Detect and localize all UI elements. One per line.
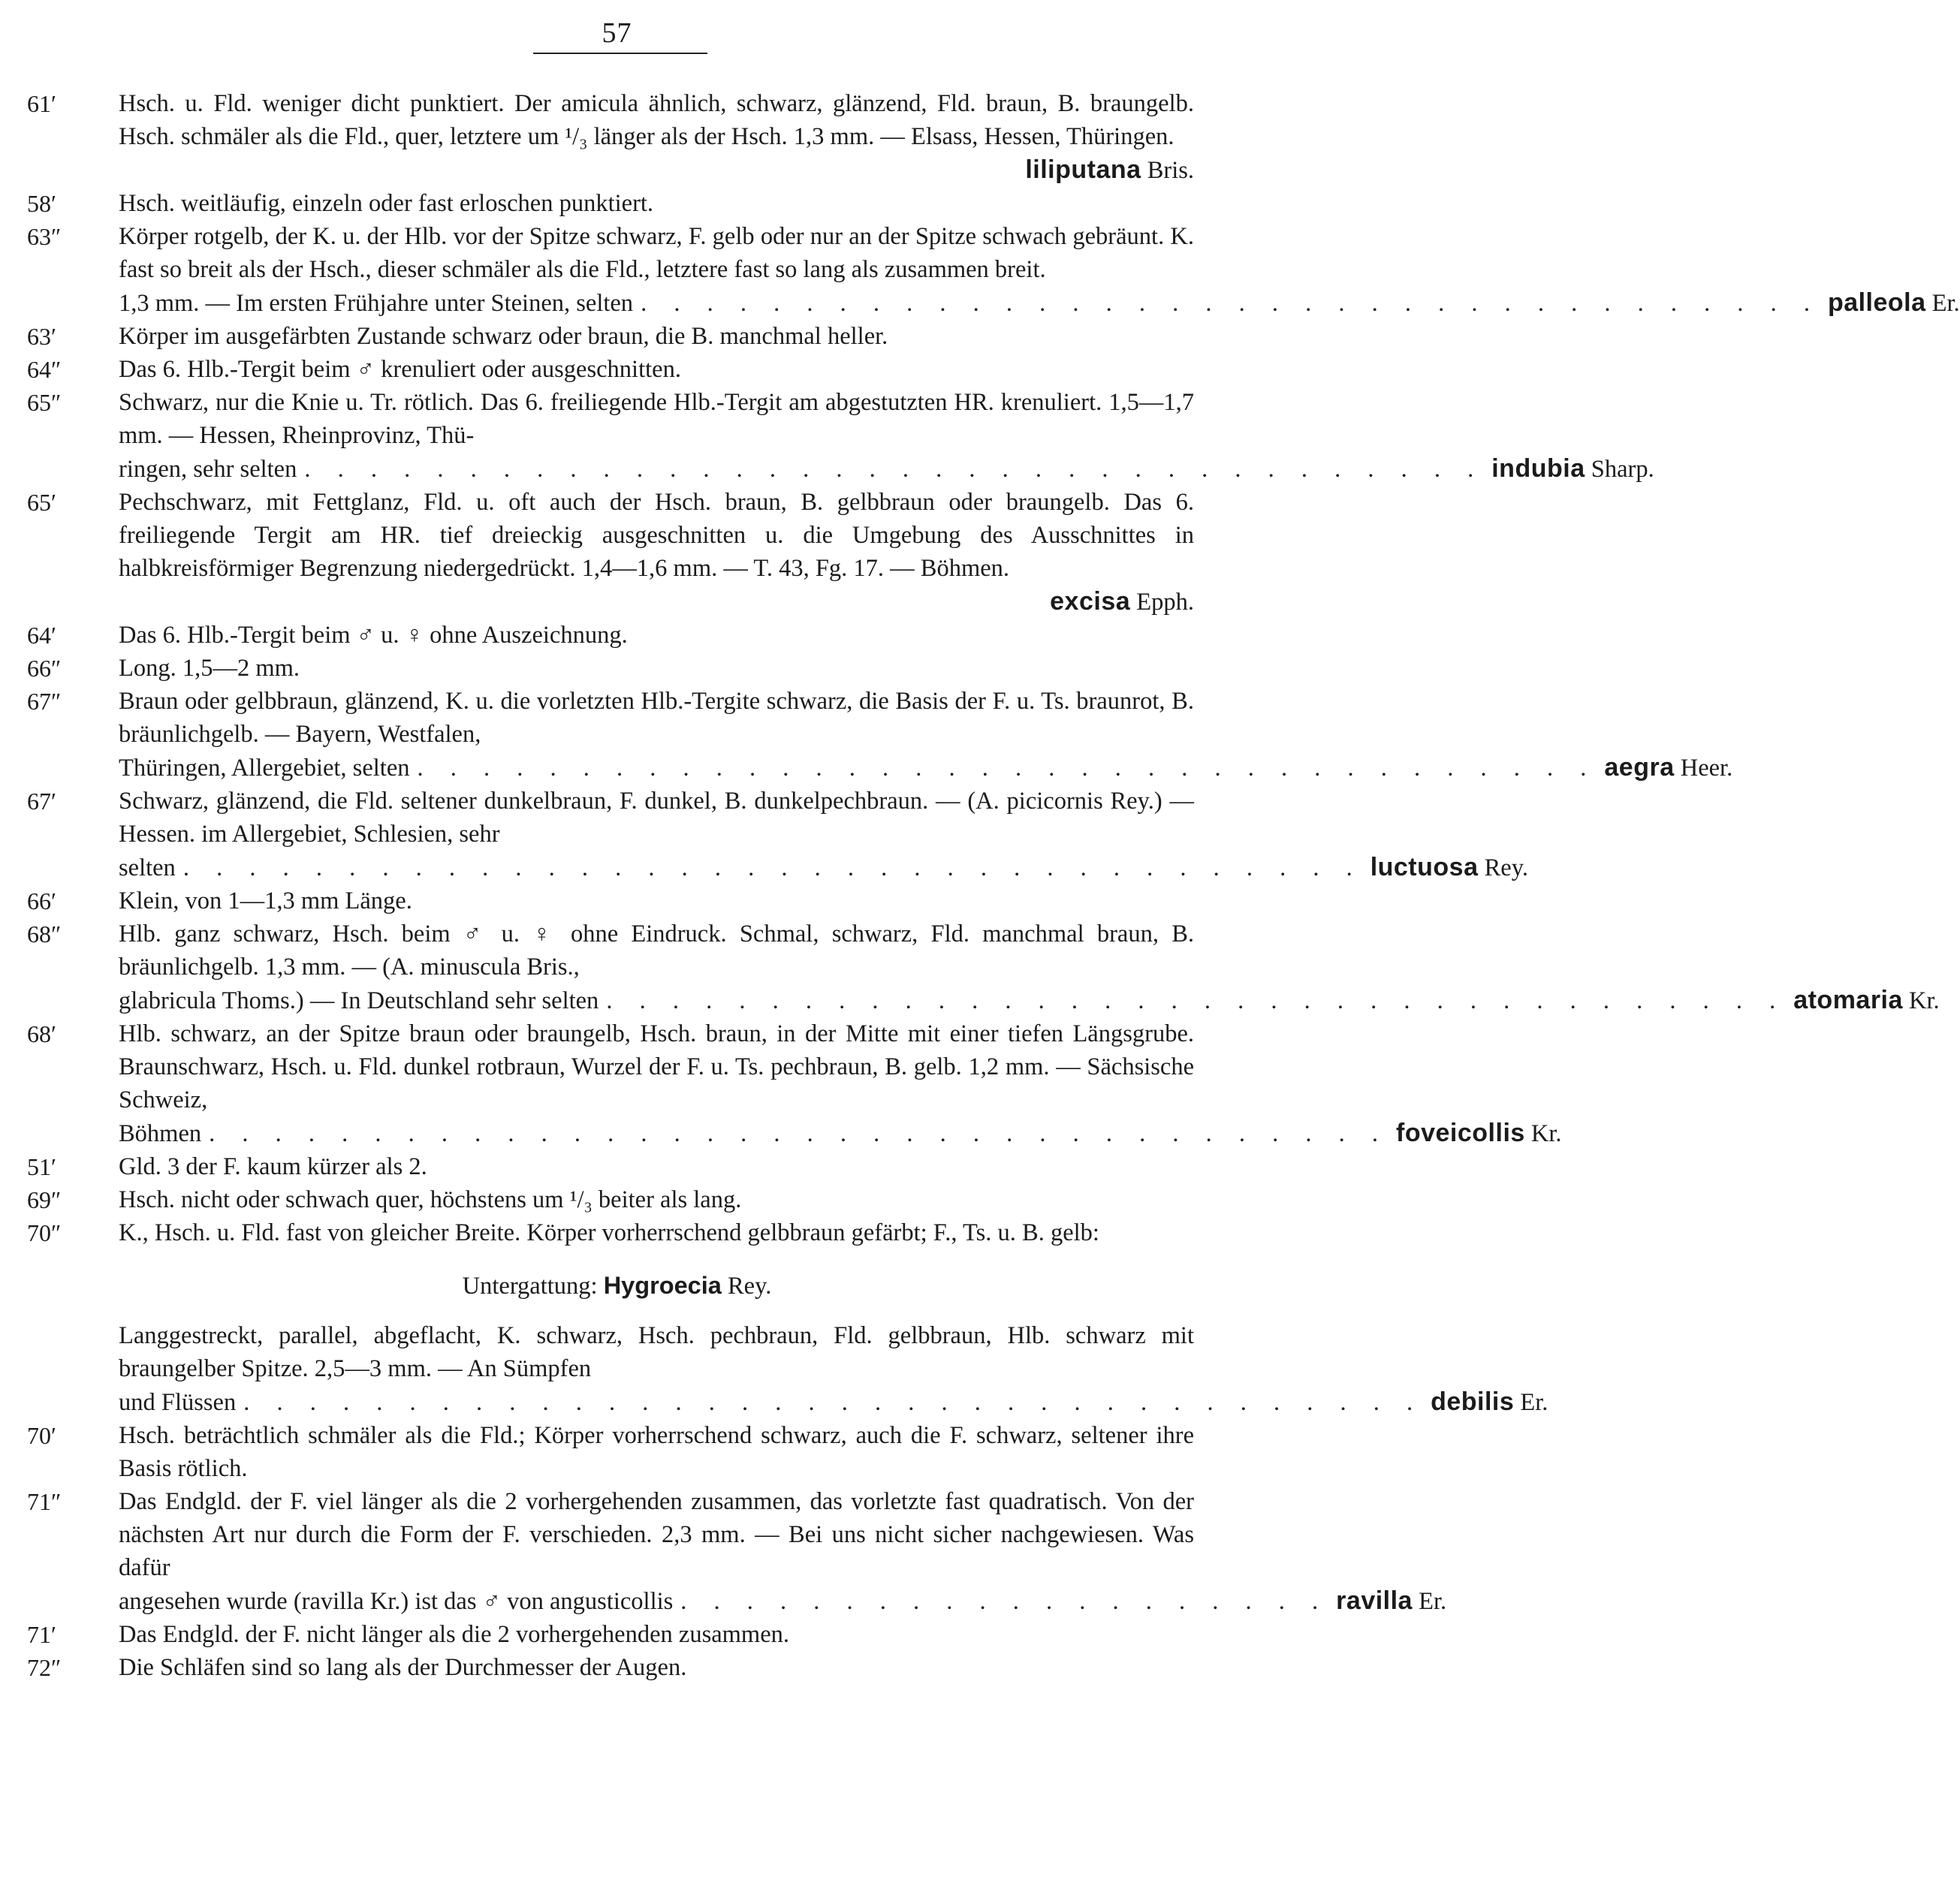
entry-text: K., Hsch. u. Fld. fast von gleicher Breite. Körper vorherrschend gelbbraun gefärbt; F., Ts. u. B. gelb: bbox=[119, 1219, 1099, 1246]
entry-tail: Thüringen, Allergebiet, selten bbox=[119, 755, 410, 782]
key-entry bbox=[0, 685, 1733, 785]
couplet-number: 64″ bbox=[27, 356, 62, 383]
couplet-number: 63″ bbox=[27, 223, 62, 250]
species-line bbox=[119, 984, 1940, 1017]
couplet-number: 61′ bbox=[27, 90, 56, 117]
species-name: excisa bbox=[1050, 587, 1131, 616]
entry-tail: Böhmen bbox=[119, 1120, 202, 1147]
entry-text: Langgestreckt, parallel, abgeflacht, K. schwarz, Hsch. pechbraun, Fld. gelbbraun, Hlb. schwarz mit braungelber Spitze. 2,5—3 mm. — An Sümpfen bbox=[119, 1322, 1194, 1382]
couplet-number: 65″ bbox=[27, 389, 62, 416]
key-entry bbox=[0, 1183, 1234, 1216]
entry-tail: 1,3 mm. — Im ersten Frühjahre unter Steinen, selten bbox=[119, 290, 634, 317]
key-entry bbox=[0, 87, 1234, 187]
couplet-number: 58′ bbox=[27, 190, 56, 217]
couplet-number: 66″ bbox=[27, 655, 62, 682]
subgenus-entry bbox=[0, 1319, 1548, 1419]
species-line bbox=[119, 751, 1733, 785]
key-entry bbox=[0, 1419, 1234, 1485]
species-author: Sharp. bbox=[1591, 456, 1654, 483]
entry-text: Das 6. Hlb.-Tergit beim ♂ krenuliert oder ausgeschnitten. bbox=[119, 356, 681, 383]
leader-dots: . . . . . . . . . . . . . . . . . . . . . . . . . . . . . . . . . . . . bbox=[641, 290, 1820, 317]
header-rule bbox=[533, 53, 707, 54]
entry-text: Braun oder gelbbraun, glänzend, K. u. die vorletzten Hlb.-Tergite schwarz, die Basis der F. u. Ts. braunrot, B. bräunlichgelb. — Bayern, Westfalen, bbox=[119, 688, 1194, 748]
key-entry bbox=[0, 386, 1654, 486]
subgenus-name: Hygroecia bbox=[603, 1272, 722, 1299]
species-line bbox=[119, 153, 1194, 187]
entry-text: Schwarz, glänzend, die Fld. seltener dunkelbraun, F. dunkel, B. dunkelpechbraun. — (A. picicornis Rey.) — Hessen. im Allergebiet, Schlesien, sehr bbox=[119, 788, 1194, 848]
couplet-number: 70″ bbox=[27, 1219, 62, 1246]
entry-text: Hlb. ganz schwarz, Hsch. beim ♂ u. ♀ ohne Eindruck. Schmal, schwarz, Fld. manchmal braun, B. bräunlichgelb. 1,3 mm. — (A. minuscula Bris., bbox=[119, 920, 1194, 981]
species-line bbox=[119, 1584, 1447, 1618]
couplet-number: 68″ bbox=[27, 920, 62, 948]
entry-tail: glabricula Thoms.) — In Deutschland sehr selten bbox=[119, 987, 599, 1014]
entry-text: Das Endgld. der F. viel länger als die 2 vorhergehenden zusammen, das vorletzte fast quadratisch. Von der nächsten Art nur durch die Form der F. verschieden. 2,3 mm. — Bei uns nicht sicher nachgewiesen. Was dafür bbox=[119, 1488, 1194, 1581]
key-entry bbox=[0, 1485, 1447, 1618]
key-entry bbox=[0, 486, 1234, 619]
species-name: luctuosa bbox=[1370, 853, 1479, 881]
leader-dots: . . . . . . . . . . . . . . . . . . . . . . . . . . . . . . . . . . . . bbox=[243, 1389, 1424, 1416]
couplet-number: 69″ bbox=[27, 1186, 62, 1213]
key-entry bbox=[0, 1216, 1234, 1249]
entry-text: Long. 1,5—2 mm. bbox=[119, 655, 300, 682]
page-number: 57 bbox=[602, 17, 632, 49]
entry-text: Gld. 3 der F. kaum kürzer als 2. bbox=[119, 1153, 427, 1180]
couplet-number: 66′ bbox=[27, 887, 56, 914]
species-author: Heer. bbox=[1680, 755, 1733, 782]
species-name: liliputana bbox=[1025, 155, 1141, 184]
species-line bbox=[119, 1385, 1548, 1419]
key-entry bbox=[0, 1618, 1234, 1651]
key-entry bbox=[0, 619, 1234, 652]
subgenus-prefix: Untergattung: bbox=[462, 1273, 598, 1300]
key-entry bbox=[0, 1017, 1562, 1150]
leader-dots: . . . . . . . . . . . . . . . . . . . . . . . . . . . . . . . . . . . . bbox=[417, 755, 1597, 782]
leader-dots: . . . . . . . . . . . . . . . . . . . . . . . . . . . . . . . . . . . . bbox=[304, 456, 1485, 483]
entry-text: Hsch. weitläufig, einzeln oder fast erloschen punktiert. bbox=[119, 190, 654, 217]
subgenus-author: Rey. bbox=[727, 1273, 772, 1300]
species-line bbox=[119, 452, 1654, 486]
species-name: indubia bbox=[1491, 454, 1585, 483]
species-author: Er. bbox=[1419, 1588, 1447, 1615]
entry-tail: ringen, sehr selten bbox=[119, 456, 297, 483]
key-entry bbox=[0, 785, 1528, 884]
species-name: ravilla bbox=[1336, 1586, 1413, 1615]
couplet-number: 70′ bbox=[27, 1422, 56, 1449]
entry-text: Das Endgld. der F. nicht länger als die 2 vorhergehenden zusammen. bbox=[119, 1621, 790, 1648]
species-author: Kr. bbox=[1909, 987, 1940, 1014]
species-name: atomaria bbox=[1793, 986, 1903, 1014]
species-line bbox=[119, 1116, 1562, 1150]
couplet-number: 51′ bbox=[27, 1153, 56, 1180]
couplet-number: 71′ bbox=[27, 1621, 56, 1648]
key-entry bbox=[0, 1150, 1234, 1183]
entry-text: Klein, von 1—1,3 mm Länge. bbox=[119, 887, 412, 914]
couplet-number: 68′ bbox=[27, 1020, 56, 1047]
species-name: aegra bbox=[1604, 753, 1675, 782]
species-author: Epph. bbox=[1136, 589, 1194, 616]
species-author: Kr. bbox=[1530, 1120, 1562, 1147]
subgenus-heading bbox=[0, 1269, 1234, 1303]
couplet-number: 71″ bbox=[27, 1488, 62, 1515]
species-line bbox=[119, 286, 1960, 320]
key-entry bbox=[0, 187, 1234, 220]
entry-text: Die Schläfen sind so lang als der Durchmesser der Augen. bbox=[119, 1654, 687, 1681]
key-entry bbox=[0, 220, 1960, 320]
entry-text: Körper im ausgefärbten Zustande schwarz oder braun, die B. manchmal heller. bbox=[119, 323, 888, 350]
species-name: palleola bbox=[1827, 288, 1926, 317]
leader-dots: . . . . . . . . . . . . . . . . . . . . . . . . . . . . . . . . . . . . bbox=[209, 1120, 1389, 1147]
leader-dots: . . . . . . . . . . . . . . . . . . . . . . . . . . . . . . . . . . . . bbox=[606, 987, 1787, 1014]
species-author: Er. bbox=[1931, 290, 1960, 317]
entry-text: Hlb. schwarz, an der Spitze braun oder braungelb, Hsch. braun, in der Mitte mit einer tiefen Längsgrube. Braunschwarz, Hsch. u. Fld. dunkel rotbraun, Wurzel der F. u. Ts. pechbraun, B. gelb. 1,2 mm. — Sächsische Schweiz, bbox=[119, 1020, 1194, 1113]
key-entry bbox=[0, 353, 1234, 386]
key-entry bbox=[0, 917, 1940, 1017]
couplet-number: 72″ bbox=[27, 1654, 62, 1681]
couplet-number: 64′ bbox=[27, 622, 56, 649]
entry-tail: angesehen wurde (ravilla Kr.) ist das ♂ von angusticollis bbox=[119, 1588, 674, 1615]
key-entries bbox=[0, 87, 1960, 1684]
entry-tail: und Flüssen bbox=[119, 1389, 237, 1416]
key-entry bbox=[0, 1651, 1234, 1684]
entry-text: Schwarz, nur die Knie u. Tr. rötlich. Das 6. freiliegende Hlb.-Tergit am abgestutzten HR. krenuliert. 1,5—1,7 mm. — Hessen, Rheinprovinz, Thü- bbox=[119, 389, 1194, 449]
entry-text: Körper rotgelb, der K. u. der Hlb. vor der Spitze schwarz, F. gelb oder nur an der Spitze schwach gebräunt. K. fast so breit als der Hsch., dieser schmäler als die Fld., letztere fast so lang als zusammen breit. bbox=[119, 223, 1194, 283]
entry-tail: selten bbox=[119, 854, 176, 881]
entry-text: Hsch. beträchtlich schmäler als die Fld.; Körper vorherrschend schwarz, auch die F. schwarz, seltener ihre Basis rötlich. bbox=[119, 1422, 1194, 1482]
entry-text: Hsch. nicht oder schwach quer, höchstens um ¹/₃ beiter als lang. bbox=[119, 1186, 742, 1213]
key-entry bbox=[0, 320, 1234, 353]
leader-dots: . . . . . . . . . . . . . . . . . . . . . . . . . . . . . . . . . . . . bbox=[182, 854, 1363, 881]
species-line bbox=[119, 851, 1528, 884]
leader-dots: . . . . . . . . . . . . . . . . . . . . bbox=[680, 1588, 1329, 1615]
key-entry bbox=[0, 884, 1234, 917]
couplet-number: 63′ bbox=[27, 323, 56, 350]
entry-text: Pechschwarz, mit Fettglanz, Fld. u. oft auch der Hsch. braun, B. gelbbraun oder braungelb. Das 6. freiliegende Tergit am HR. tief dreieckig ausgeschnitten u. die Umgebung des Ausschnittes in halbkreisförmiger Begrenzung niedergedrückt. 1,4—1,6 mm. — T. 43, Fg. 17. — Böhmen. bbox=[119, 489, 1194, 582]
species-name: foveicollis bbox=[1396, 1119, 1525, 1147]
species-name: debilis bbox=[1431, 1387, 1515, 1416]
species-author: Er. bbox=[1520, 1389, 1548, 1416]
entry-text: Hsch. u. Fld. weniger dicht punktiert. Der amicula ähnlich, schwarz, glänzend, Fld. braun, B. braungelb. Hsch. schmäler als die Fld., quer, letztere um ¹/₃ länger als der Hsch. 1,3 mm. — Elsass, Hessen, Thüringen. bbox=[119, 90, 1194, 150]
couplet-number: 67″ bbox=[27, 688, 62, 715]
couplet-number: 67′ bbox=[27, 788, 56, 815]
key-entry bbox=[0, 652, 1234, 685]
species-line bbox=[119, 585, 1194, 619]
couplet-number: 65′ bbox=[27, 489, 56, 516]
species-author: Bris. bbox=[1147, 157, 1194, 184]
species-author: Rey. bbox=[1484, 854, 1528, 881]
entry-text: Das 6. Hlb.-Tergit beim ♂ u. ♀ ohne Auszeichnung. bbox=[119, 622, 628, 649]
